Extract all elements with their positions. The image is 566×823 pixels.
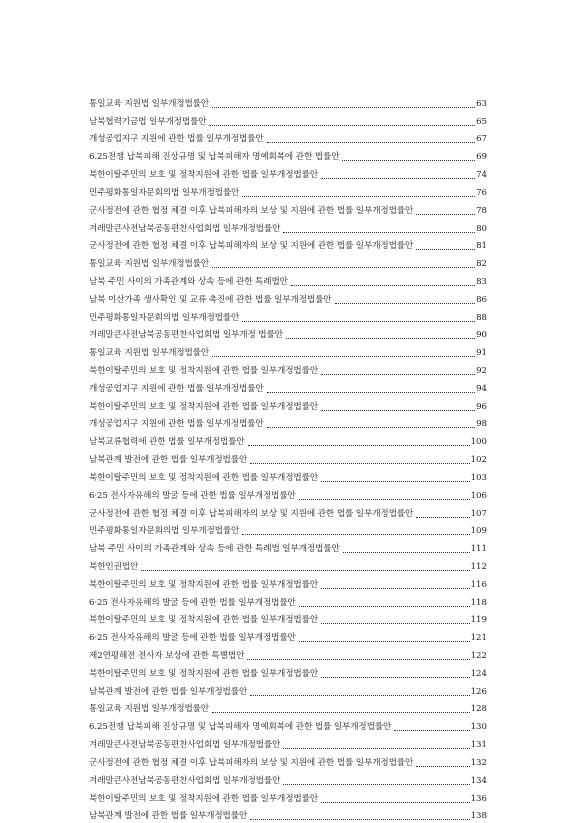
toc-entry-page-number: 91 — [476, 346, 487, 360]
dot-leader — [212, 267, 475, 268]
toc-entry-title: 민주평화통일자문회의법 일부개정법률안 — [89, 186, 239, 200]
toc-entry-title: 군사정전에 관한 협정 체결 이후 납북피해자의 보상 및 지원에 관한 법률 일부개정법률안 — [89, 239, 413, 253]
toc-entry-title: 남북 주민 사이의 가족관계와 상속 등에 관한 특례법안 — [89, 275, 288, 289]
toc-entry — [89, 182, 487, 200]
dot-leader — [248, 445, 470, 446]
toc-entry-page-number: 134 — [471, 774, 487, 788]
toc-entry-page-number: 69 — [476, 150, 487, 164]
dot-leader — [250, 819, 469, 820]
toc-entry — [89, 556, 487, 574]
dot-leader — [212, 712, 470, 713]
toc-entry — [89, 200, 487, 218]
toc-entry-title: 남북관계 발전에 관한 법률 일부개정법률안 — [89, 809, 247, 823]
toc-entry-title: 6·25 전사자유해의 발굴 등에 관한 법률 일부개정법률안 — [89, 596, 296, 610]
toc-entry-page-number: 67 — [476, 132, 487, 146]
toc-entry — [89, 164, 487, 182]
toc-entry-page-number: 80 — [476, 222, 487, 236]
dot-leader — [321, 410, 475, 411]
toc-entry-page-number: 86 — [476, 293, 487, 307]
dot-leader — [212, 107, 475, 108]
toc-entry-page-number: 112 — [471, 560, 487, 574]
dot-leader — [416, 766, 469, 767]
toc-entry — [89, 93, 487, 111]
toc-entry — [89, 627, 487, 645]
toc-entry-page-number: 102 — [471, 453, 487, 467]
dot-leader — [416, 517, 469, 518]
toc-entry-page-number: 76 — [476, 186, 487, 200]
toc-entry — [89, 289, 487, 307]
dot-leader — [141, 570, 469, 571]
dot-leader — [250, 463, 469, 464]
toc-entry — [89, 806, 487, 823]
toc-entry — [89, 788, 487, 806]
dot-leader — [242, 196, 475, 197]
toc-entry-page-number: 138 — [471, 809, 487, 823]
toc-entry — [89, 342, 487, 360]
toc-entry — [89, 431, 487, 449]
toc-entry — [89, 111, 487, 129]
dot-leader — [342, 160, 475, 161]
toc-entry-title: 남북 이산가족 생사확인 및 교류 촉진에 관한 법률 일부개정법률안 — [89, 293, 332, 307]
toc-entry-page-number: 131 — [471, 738, 487, 752]
toc-entry-title: 군사정전에 관한 협정 체결 이후 납북피해자의 보상 및 지원에 관한 법률 일부개정법률안 — [89, 507, 413, 521]
toc-entry-title: 북한인권법안 — [89, 560, 138, 574]
toc-entry — [89, 770, 487, 788]
toc-entry-page-number: 132 — [471, 756, 487, 770]
toc-entry-title: 북한이탈주민의 보호 및 정착지원에 관한 법률 일부개정법률안 — [89, 578, 318, 592]
toc-entry-title: 개성공업지구 지원에 관한 법률 일부개정법률안 — [89, 132, 264, 146]
toc-entry-title: 통일교육 지원법 일부개정법률안 — [89, 702, 209, 716]
toc-entry-title: 겨레말큰사전남북공동편찬사업회법 일부개정 법률안 — [89, 328, 283, 342]
toc-entry-page-number: 103 — [471, 471, 487, 485]
toc-entry-title: 군사정전에 관한 협정 체결 이후 납북피해자의 보상 및 지원에 관한 법률 일부개정법률안 — [89, 204, 413, 218]
toc-entry — [89, 734, 487, 752]
toc-entry — [89, 467, 487, 485]
toc-entry-page-number: 107 — [471, 507, 487, 521]
toc-entry — [89, 645, 487, 663]
toc-entry — [89, 360, 487, 378]
toc-entry-page-number: 122 — [471, 649, 487, 663]
dot-leader — [335, 303, 476, 304]
toc-entry-page-number: 136 — [471, 792, 487, 806]
toc-entry-page-number: 65 — [476, 115, 487, 129]
dot-leader — [321, 802, 470, 803]
toc-entry — [89, 253, 487, 271]
dot-leader — [242, 321, 475, 322]
toc-entry — [89, 503, 487, 521]
toc-entry-title: 개성공업지구 지원에 관한 법률 일부개정법률안 — [89, 382, 264, 396]
toc-entry-title: 6·25 전사자유해의 발굴 등에 관한 법률 일부개정법률안 — [89, 631, 296, 645]
dot-leader — [321, 178, 475, 179]
dot-leader — [247, 659, 469, 660]
dot-leader — [242, 534, 469, 535]
toc-entry-title: 남북관계 발전에 관한 법률 일부개정법률안 — [89, 453, 247, 467]
dot-leader — [394, 730, 469, 731]
toc-entry-page-number: 116 — [471, 578, 487, 592]
toc-entry — [89, 129, 487, 147]
toc-entry-title: 북한이탈주민의 보호 및 정착지원에 관한 법률 일부개정법률안 — [89, 613, 318, 627]
toc-entry-title: 남북협력기금법 일부개정법률안 — [89, 115, 206, 129]
toc-entry — [89, 396, 487, 414]
toc-entry — [89, 521, 487, 539]
toc-entry-title: 북한이탈주민의 보호 및 정착지원에 관한 법률 일부개정법률안 — [89, 471, 318, 485]
dot-leader — [299, 606, 470, 607]
dot-leader — [250, 695, 469, 696]
dot-leader — [321, 588, 470, 589]
toc-entry-title: 북한이탈주민의 보호 및 정착지원에 관한 법률 일부개정법률안 — [89, 168, 318, 182]
toc-entry-title: 북한이탈주민의 보호 및 정착지원에 관한 법률 일부개정법률안 — [89, 667, 318, 681]
dot-leader — [321, 677, 470, 678]
dot-leader — [321, 623, 470, 624]
toc-entry-page-number: 83 — [476, 275, 487, 289]
toc-entry — [89, 538, 487, 556]
toc-entry-page-number: 118 — [471, 596, 487, 610]
table-of-contents — [89, 93, 487, 823]
toc-entry-page-number: 124 — [471, 667, 487, 681]
dot-leader — [416, 249, 475, 250]
toc-entry — [89, 610, 487, 628]
toc-entry-title: 6·25 전사자유해의 발굴 등에 관한 법률 일부개정법률안 — [89, 489, 296, 503]
toc-entry — [89, 218, 487, 236]
toc-entry-page-number: 63 — [476, 97, 487, 111]
toc-entry-page-number: 130 — [471, 720, 487, 734]
toc-entry-page-number: 81 — [476, 239, 487, 253]
toc-entry-page-number: 82 — [476, 257, 487, 271]
dot-leader — [291, 285, 475, 286]
toc-entry — [89, 146, 487, 164]
toc-entry-page-number: 111 — [471, 542, 487, 556]
dot-leader — [209, 125, 475, 126]
toc-entry-page-number: 90 — [476, 328, 487, 342]
toc-entry-title: 북한이탈주민의 보호 및 정착지원에 관한 법률 일부개정법률안 — [89, 792, 318, 806]
toc-entry-title: 남북교류협력에 관한 법률 일부개정법률안 — [89, 435, 245, 449]
toc-entry — [89, 414, 487, 432]
toc-entry — [89, 663, 487, 681]
toc-entry — [89, 449, 487, 467]
toc-entry — [89, 699, 487, 717]
toc-entry-page-number: 126 — [471, 685, 487, 699]
toc-entry-title: 겨레말큰사전남북공동편찬사업회법 일부개정법률안 — [89, 774, 280, 788]
toc-entry — [89, 592, 487, 610]
toc-entry — [89, 485, 487, 503]
toc-entry-page-number: 128 — [471, 702, 487, 716]
dot-leader — [267, 392, 476, 393]
toc-entry-page-number: 119 — [471, 613, 487, 627]
toc-entry-title: 북한이탈주민의 보호 및 정착지원에 관한 법률 일부개정법률안 — [89, 364, 318, 378]
dot-leader — [212, 356, 475, 357]
toc-entry-title: 북한이탈주민의 보호 및 정착지원에 관한 법률 일부개정법률안 — [89, 400, 318, 414]
dot-leader — [299, 499, 470, 500]
dot-leader — [283, 784, 469, 785]
toc-entry-page-number: 109 — [471, 524, 487, 538]
toc-entry-title: 6.25전쟁 납북피해 진상규명 및 납북피해자 명예회복에 관한 법률 일부개정법률안 — [89, 720, 391, 734]
toc-entry-page-number: 96 — [476, 400, 487, 414]
dot-leader — [416, 214, 475, 215]
dot-leader — [321, 374, 475, 375]
toc-entry-page-number: 78 — [476, 204, 487, 218]
toc-entry-page-number: 88 — [476, 311, 487, 325]
toc-entry — [89, 325, 487, 343]
toc-entry — [89, 378, 487, 396]
toc-entry-title: 겨레말큰사전남북공동편찬사업회법 일부개정법률안 — [89, 222, 280, 236]
toc-entry-page-number: 92 — [476, 364, 487, 378]
dot-leader — [321, 481, 470, 482]
toc-entry-page-number: 98 — [476, 417, 487, 431]
toc-entry-title: 통일교육 지원법 일부개정법률안 — [89, 257, 209, 271]
toc-entry-title: 남북관계 발전에 관한 법률 일부개정법률안 — [89, 685, 247, 699]
dot-leader — [283, 748, 469, 749]
dot-leader — [267, 427, 476, 428]
toc-entry — [89, 716, 487, 734]
toc-entry — [89, 681, 487, 699]
toc-entry — [89, 574, 487, 592]
dot-leader — [286, 338, 475, 339]
toc-entry — [89, 752, 487, 770]
toc-entry-page-number: 94 — [476, 382, 487, 396]
toc-entry-title: 통일교육 지원법 일부개정법률안 — [89, 97, 209, 111]
toc-entry — [89, 307, 487, 325]
toc-entry-title: 통일교육 지원법 일부개정법률안 — [89, 346, 209, 360]
dot-leader — [343, 552, 470, 553]
toc-entry — [89, 236, 487, 254]
toc-entry-title: 겨레말큰사전남북공동편찬사업회법 일부개정법률안 — [89, 738, 280, 752]
toc-entry-title: 남북 주민 사이의 가족관계와 상속 등에 관한 특례법 일부개정법률안 — [89, 542, 340, 556]
dot-leader — [267, 142, 476, 143]
toc-entry-title: 제2연평해전 전사자 보상에 관한 특별법안 — [89, 649, 244, 663]
toc-entry-page-number: 106 — [471, 489, 487, 503]
dot-leader — [299, 641, 470, 642]
toc-entry-title: 개성공업지구 지원에 관한 법률 일부개정법률안 — [89, 417, 264, 431]
toc-entry-page-number: 100 — [471, 435, 487, 449]
toc-entry-page-number: 74 — [476, 168, 487, 182]
toc-entry-title: 군사정전에 관한 협정 체결 이후 납북피해자의 보상 및 지원에 관한 법률 일부개정법률안 — [89, 756, 413, 770]
toc-entry-title: 6.25전쟁 납북피해 진상규명 및 납북피해자 명예회복에 관한 법률안 — [89, 150, 339, 164]
toc-entry-title: 민주평화통일자문회의법 일부개정법률안 — [89, 524, 239, 538]
toc-entry-title: 민주평화통일자문회의법 일부개정법률안 — [89, 311, 239, 325]
dot-leader — [283, 232, 475, 233]
toc-entry-page-number: 121 — [471, 631, 487, 645]
toc-entry — [89, 271, 487, 289]
